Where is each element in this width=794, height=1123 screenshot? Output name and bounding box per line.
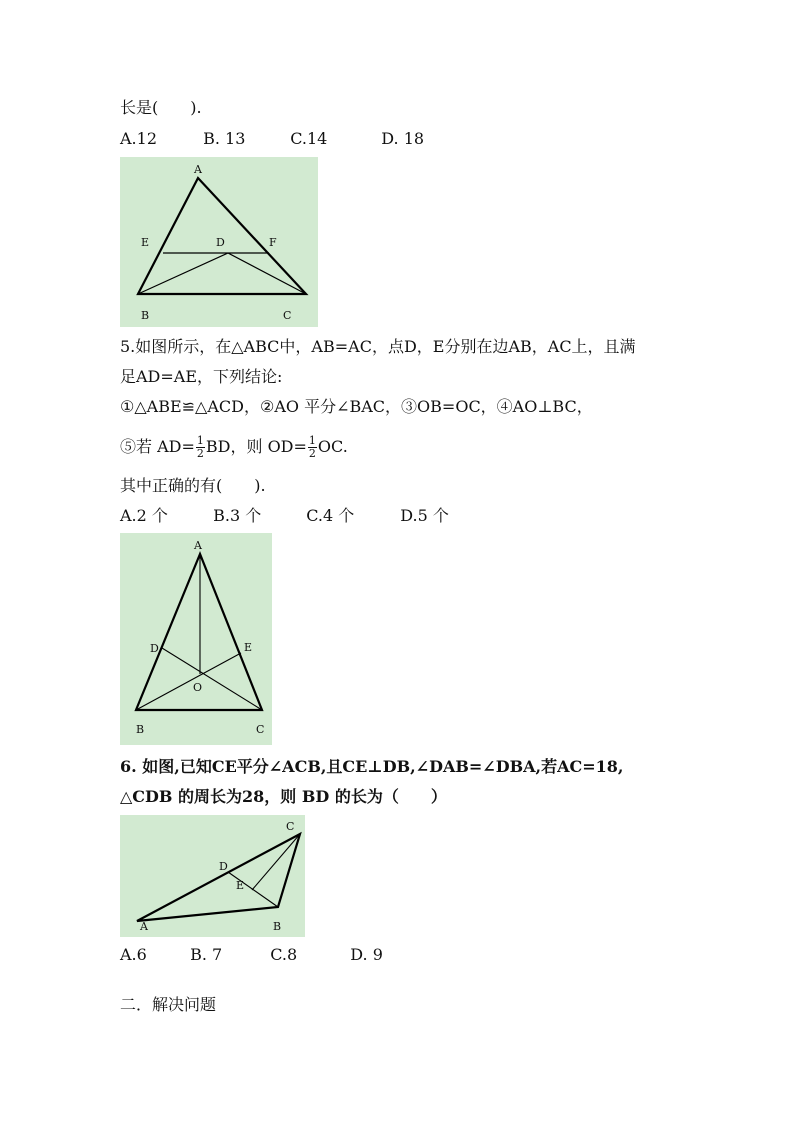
q5-segment-be xyxy=(136,653,241,710)
q5-line4-part-b: BD，则 OD= xyxy=(205,437,307,456)
q4-label-e: E xyxy=(141,236,150,249)
q6-option-d: D. 9 xyxy=(350,945,383,964)
q5-label-d: D xyxy=(150,642,159,655)
q6-label-c: C xyxy=(286,820,295,833)
q4-option-b: B. 13 xyxy=(203,129,246,148)
q4-segment-bd xyxy=(138,253,228,294)
q4-segment-dc xyxy=(228,253,306,294)
q5-label-a: A xyxy=(194,539,202,552)
q5-fraction-half-1 xyxy=(196,435,205,460)
q4-label-c: C xyxy=(283,309,292,322)
q6-label-d: D xyxy=(219,860,228,873)
q4-label-f: F xyxy=(269,236,277,249)
q6-option-b: B. 7 xyxy=(190,945,223,964)
q6-segment-ce xyxy=(252,834,300,890)
q6-figure xyxy=(120,815,305,937)
q5-text-line1: 5.如图所示，在△ABC中，AB=AC，点D，E分别在边AB，AC上，且满 xyxy=(120,337,636,356)
q5-fraction-2-den: 2 xyxy=(308,447,316,460)
q4-text-tail: 长是( ). xyxy=(120,98,202,117)
q5-label-c: C xyxy=(256,723,265,736)
q4-option-d: D. 18 xyxy=(381,129,425,148)
q6-text-line2: △CDB 的周长为28，则 BD 的长为（ ） xyxy=(120,787,447,806)
q6-triangle-abc xyxy=(137,834,300,921)
q5-line4-part-a: ⑤若 AD= xyxy=(120,437,195,456)
q6-label-b: B xyxy=(273,920,282,933)
q5-fraction-1-num: 1 xyxy=(196,434,204,447)
q5-figure xyxy=(120,533,272,745)
q5-label-o: O xyxy=(193,681,203,694)
q6-options xyxy=(120,945,383,965)
q4-label-b: B xyxy=(141,309,150,322)
q5-options xyxy=(120,506,449,526)
q5-text-line4 xyxy=(120,428,348,466)
q4-option-a: A.12 xyxy=(120,129,157,148)
q4-option-c: C.14 xyxy=(290,129,328,148)
q4-label-d: D xyxy=(216,236,225,249)
q5-segment-dc xyxy=(162,648,262,710)
q5-option-d: D.5 个 xyxy=(400,506,449,525)
q5-label-e: E xyxy=(244,641,253,654)
q5-fraction-2-num: 1 xyxy=(308,434,316,447)
q5-option-c: C.4 个 xyxy=(306,506,355,525)
q5-text-line2: 足AD=AE，下列结论: xyxy=(120,367,283,386)
q6-label-e: E xyxy=(236,879,245,892)
q4-options xyxy=(120,129,424,149)
q4-figure xyxy=(120,157,318,327)
q5-fraction-1-den: 2 xyxy=(196,447,204,460)
q5-label-b: B xyxy=(136,723,145,736)
section2-title: 二．解决问题 xyxy=(120,995,217,1014)
q6-option-a: A.6 xyxy=(120,945,147,964)
q5-text-line5: 其中正确的有( ). xyxy=(120,476,266,495)
q5-fraction-half-2 xyxy=(308,435,317,460)
q5-option-a: A.2 个 xyxy=(120,506,168,525)
q6-label-a: A xyxy=(140,920,148,933)
q5-text-line3: ①△ABE≌△ACD，②AO 平分∠BAC，③OB=OC，④AO⊥BC， xyxy=(120,397,593,416)
q5-line4-part-c: OC. xyxy=(317,437,348,456)
q6-option-c: C.8 xyxy=(270,945,298,964)
q5-option-b: B.3 个 xyxy=(213,506,262,525)
q6-text-line1: 6. 如图,已知CE平分∠ACB,且CE⊥DB,∠DAB=∠DBA,若AC=18, xyxy=(120,757,624,776)
q4-label-a: A xyxy=(194,163,202,176)
